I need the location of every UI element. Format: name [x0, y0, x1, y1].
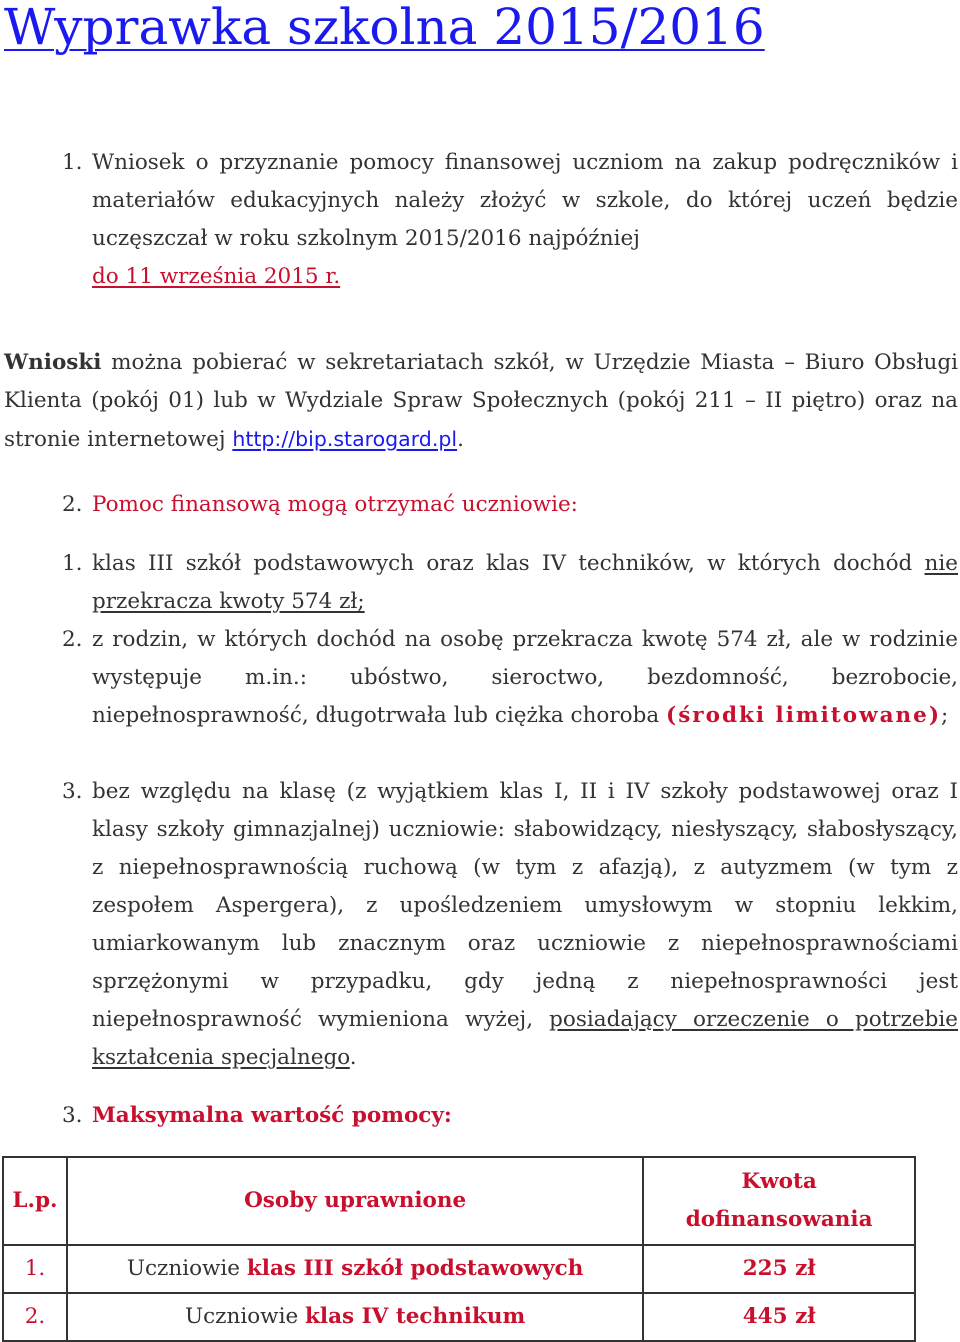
table-row	[3, 1245, 915, 1293]
wnioski-text: można pobierać w sekretariatach szkół, w Urzędzie Miasta – Biuro Obsługi Klienta (pokój 01) lub w Wydziale Spraw Społecznych (pokój 211 – II piętro) oraz na stronie internetowej	[4, 350, 958, 452]
aid-table	[2, 1156, 916, 1342]
special-education-certificate: posiadający orzeczenie o potrzebie kształcenia specjalnego	[92, 1007, 958, 1070]
section-3-heading: Maksymalna wartość pomocy:	[92, 1103, 452, 1128]
wnioski-after: .	[457, 427, 464, 452]
list-item-2-text: z rodzin, w których dochód na osobę przekracza kwotę 574 zł, ale w rodzinie występuje m.in.: ubóstwo, sieroctwo, bezdomność, bezrobocie, niepełnosprawność, długotrwała lub ciężka choroba	[92, 627, 958, 728]
row-2-eligible	[67, 1293, 643, 1341]
section-1-number: 1.	[62, 150, 83, 175]
list-item-2-after: ;	[941, 703, 949, 728]
row-1-amount: 225 zł	[643, 1245, 915, 1293]
section-2-number: 2.	[62, 492, 83, 517]
deadline: do 11 września 2015 r.	[92, 264, 341, 289]
row-2-prefix: Uczniowie	[185, 1304, 306, 1329]
table-header-row	[3, 1157, 915, 1245]
row-2-amount: 445 zł	[643, 1293, 915, 1341]
row-2-lp: 2.	[3, 1293, 67, 1341]
list-item-3-text: bez względu na klasę (z wyjątkiem klas I, II i IV szkoły podstawowej oraz I klasy szkoły gimnazjalnej) uczniowie: słabowidzący, niesłyszący, słabosłyszący, z niepełnosprawnością ruchową (w tym z afazją), z autyzmem (w tym z zespołem Aspergera), z upośledzeniem umysłowym w stopniu lekkim, umiarkowanym lub znacznym oraz uczniowie z niepełnosprawnościami sprzężonymi w przypadku, gdy jedną z niepełnosprawności jest niepełnosprawność wymieniona wyżej,	[92, 779, 958, 1032]
list-item-3	[92, 773, 958, 1077]
section-2-heading: Pomoc finansową mogą otrzymać uczniowie:	[92, 492, 578, 517]
wnioski-lead: Wnioski	[4, 350, 102, 375]
row-1-prefix: Uczniowie	[126, 1256, 247, 1281]
header-lp: L.p.	[3, 1157, 67, 1245]
list-item-2	[92, 621, 958, 735]
row-1-eligible	[67, 1245, 643, 1293]
list-item-1	[92, 545, 958, 621]
row-1-lp: 1.	[3, 1245, 67, 1293]
bip-link[interactable]: http://bip.starogard.pl	[232, 427, 458, 451]
section-1-text	[92, 144, 958, 296]
header-amount: Kwota dofinansowania	[643, 1157, 915, 1245]
list-item-3-after: .	[349, 1045, 357, 1070]
header-eligible: Osoby uprawnione	[67, 1157, 643, 1245]
wnioski-paragraph	[4, 344, 958, 459]
list-item-3-number: 3.	[62, 779, 83, 804]
page-title[interactable]: Wyprawka szkolna 2015/2016	[4, 0, 765, 56]
section-3-number: 3.	[62, 1103, 83, 1128]
row-2-highlight: klas IV technikum	[305, 1304, 526, 1329]
list-item-1-number: 1.	[62, 551, 83, 576]
list-item-2-number: 2.	[62, 627, 83, 652]
row-1-highlight: klas III szkół podstawowych	[246, 1256, 584, 1281]
list-item-1-text: klas III szkół podstawowych oraz klas IV techników, w których dochód	[92, 551, 925, 576]
income-limit: nie przekracza kwoty 574 zł;	[92, 551, 958, 614]
limited-funds-note: (środki limitowane)	[666, 703, 941, 728]
table-row	[3, 1293, 915, 1341]
section-1-body: Wniosek o przyznanie pomocy finansowej uczniom na zakup podręczników i materiałów edukacyjnych należy złożyć w szkole, do której uczeń będzie uczęszczał w roku szkolnym 2015/2016 najpóźniej	[92, 150, 958, 251]
